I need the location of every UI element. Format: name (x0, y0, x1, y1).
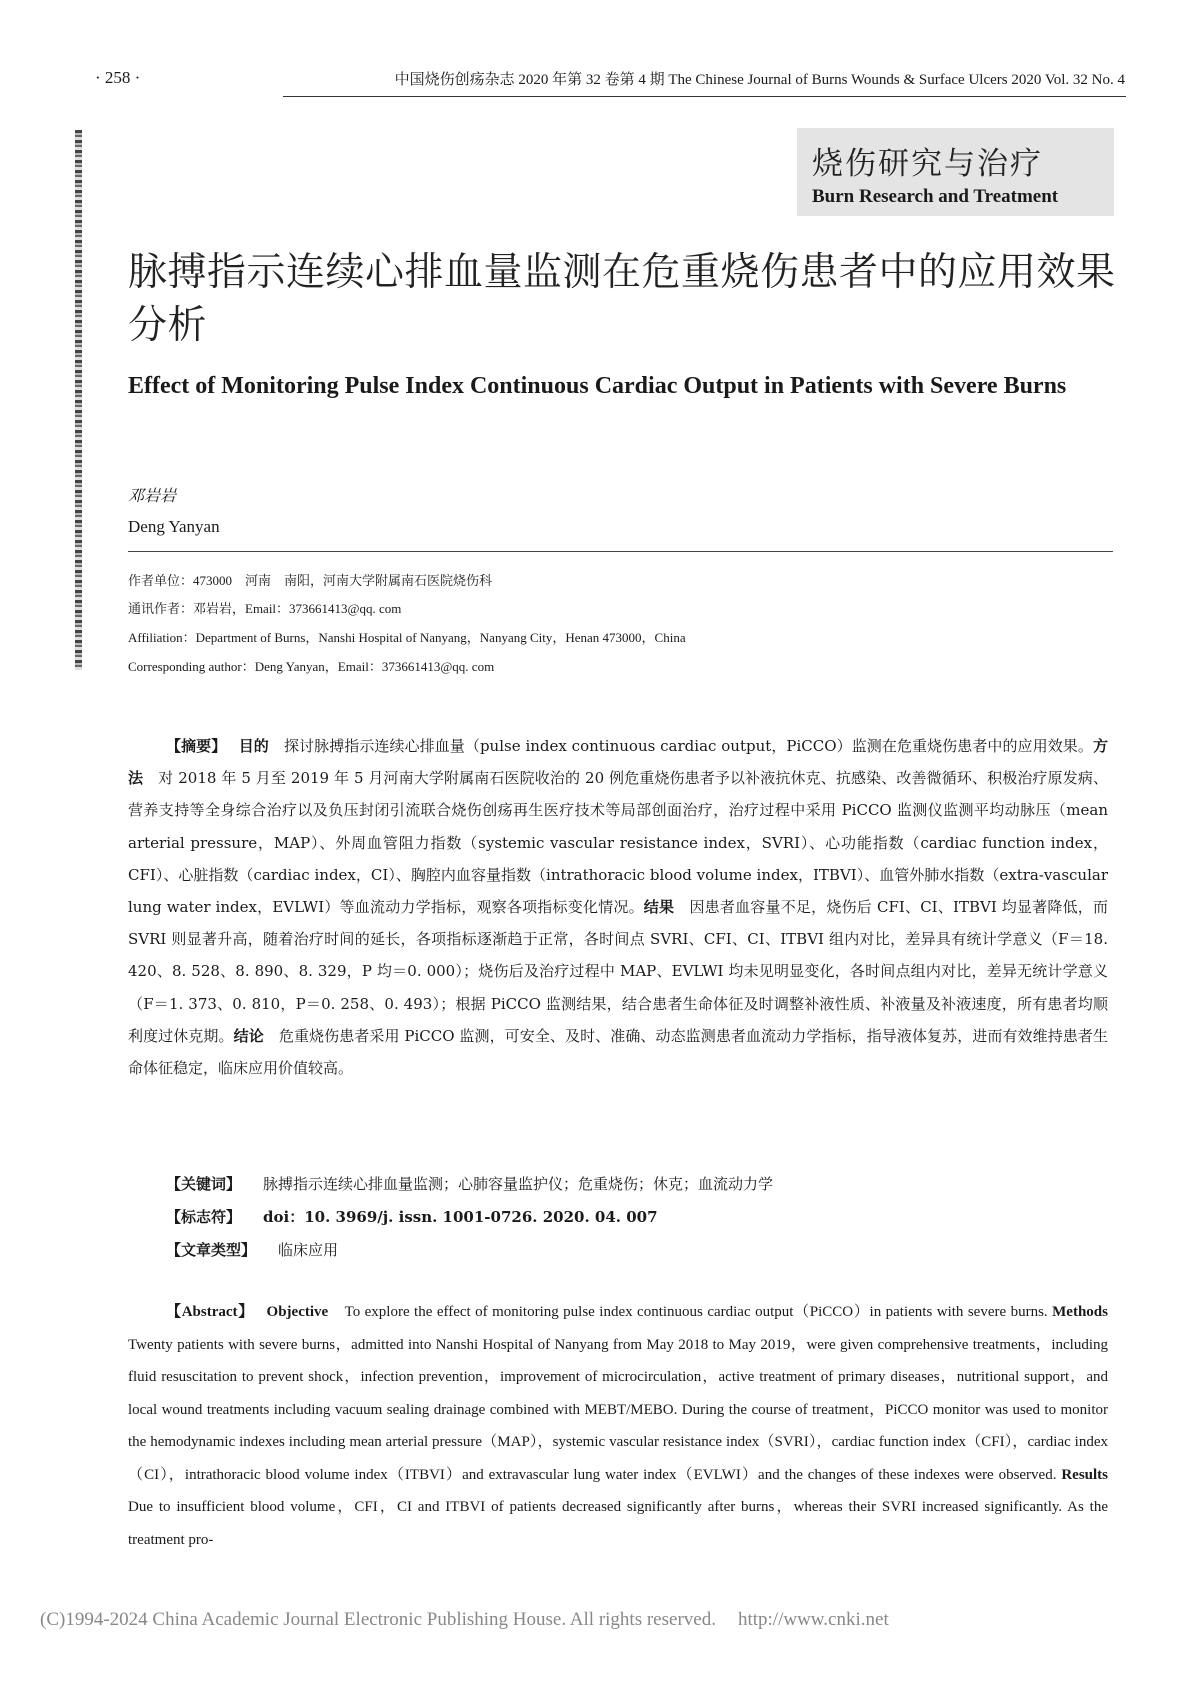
abstract-cn-label: 【摘要】 (166, 737, 219, 755)
objective-en-label: Objective (266, 1304, 329, 1320)
identifier-row (166, 1206, 658, 1227)
header-rule (283, 96, 1126, 97)
copyright-text: (C)1994-2024 China Academic Journal Electronic Publishing House. All rights reserved. (40, 1609, 716, 1630)
column-title-cn: 烧伤研究与治疗 (812, 146, 1043, 182)
article-type-row (166, 1239, 338, 1260)
footer-url[interactable]: http://www.cnki.net (737, 1609, 889, 1630)
corresponding-cn: 通讯作者：邓岩岩，Email：373661413@qq. com (128, 601, 402, 616)
affiliation-cn: 作者单位：473000 河南 南阳，河南大学附属南石医院烧伤科 (128, 573, 493, 588)
objective-cn-label: 目的 (238, 737, 269, 755)
results-en-label: Results (1061, 1466, 1108, 1483)
column-title-en: Burn Research and Treatment (812, 186, 1059, 207)
conclusion-cn-label: 结论 (233, 1026, 264, 1045)
results-cn: 因患者血容量不足，烧伤后 CFI、CI、ITBVI 均显著降低，而 SVRI 则显著升高，随着治疗时间的延长，各项指标逐渐趋于正常，各时间点 SVRI、CFI、CI、ITBVI 组内对比，差异具有统计学意义（F＝18. 420、8. 528、8. 890、8. 329，P 均＝0. 000）；烧伤后及治疗过程中 MAP、EVLWI 均未见明显变化，各时间点组内对比，差异无统计学意义（F＝1. 373、0. 810，P＝0. 258、0. 493）；根据 PiCCO 监测结果，结合患者生命体征及时调整补液性质、补液量及补液速度，所有患者均顺利度过休克期。 (128, 898, 1108, 1045)
author-cn: 邓岩岩 (128, 486, 177, 505)
results-cn-label: 结果 (643, 898, 675, 917)
abstract-cn (128, 730, 1108, 1084)
author-rule (128, 551, 1113, 552)
identifier-label: 【标志符】 (166, 1208, 242, 1226)
conclusion-cn: 危重烧伤患者采用 PiCCO 监测，可安全、及时、准确、动态监测患者血流动力学指标，指导液体复苏，进而有效维持患者生命体征稳定，临床应用价值较高。 (128, 1026, 1108, 1078)
article-type-value: 临床应用 (278, 1241, 339, 1259)
methods-en: Twenty patients with severe burns，admitted into Nanshi Hospital of Nanyang from May 2018 to May 2019，were given comprehensive treatments，including fluid resuscitation to prevent shock，infection prevention，improvement of microcirculation，active treatment of primary diseases，nutritional support，and local wound treatments including vacuum sealing drainage combined with MEBT/MEBO. During the course of treatment，PiCCO monitor was used to monitor the hemodynamic indexes including mean arterial pressure（MAP），systemic vascular resistance index（SVRI），cardiac function index（CFI），cardiac index（CI），intrathoracic blood volume index（ITBVI）and extravascular lung water index（EVLWI）and the changes of these indexes were observed. (128, 1336, 1108, 1483)
article-type-label: 【文章类型】 (166, 1241, 257, 1259)
copyright-footer (40, 1609, 889, 1631)
keywords-label: 【关键词】 (166, 1175, 242, 1193)
keywords-value: 脉搏指示连续心排血量监测；心肺容量监护仪；危重烧伤；休克；血流动力学 (263, 1175, 774, 1193)
author-en: Deng Yanyan (128, 517, 220, 536)
methods-cn-label: 方法 (128, 737, 1108, 788)
corresponding-en: Corresponding author：Deng Yanyan，Email：373661413@qq. com (128, 659, 495, 674)
abstract-en-label: 【Abstract】 (166, 1304, 247, 1320)
affiliation-en: Affiliation：Department of Burns，Nanshi Hospital of Nanyang，Nanyang City，Henan 473000，China (128, 630, 686, 645)
scan-margin-strip (75, 130, 82, 670)
article-title-cn: 脉搏指示连续心排血量监测在危重烧伤患者中的应用效果分析 (128, 250, 1116, 348)
identifier-value: doi：10. 3969/j. issn. 1001-0726. 2020. 04. 007 (263, 1208, 658, 1226)
abstract-en (128, 1296, 1108, 1556)
article-title-en: Effect of Monitoring Pulse Index Continuous Cardiac Output in Patients with Severe Burns (128, 373, 1067, 399)
methods-cn: 对 2018 年 5 月至 2019 年 5 月河南大学附属南石医院收治的 20 例危重烧伤患者予以补液抗休克、抗感染、改善微循环、积极治疗原发病、营养支持等全身综合治疗以及负压封闭引流联合烧伤创疡再生医疗技术等局部创面治疗，治疗过程中采用 PiCCO 监测仪监测平均动脉压（mean arterial pressure，MAP）、外周血管阻力指数（systemic vascular resistance index，SVRI）、心功能指数（cardiac function index，CFI）、心脏指数（cardiac index，CI）、胸腔内血容量指数（intrathoracic blood volume index，ITBVI）、血管外肺水指数（extra-vascular lung water index，EVLWI）等血流动力学指标，观察各项指标变化情况。 (128, 769, 1108, 917)
journal-line: 中国烧伤创疡杂志 2020 年第 32 卷第 4 期 The Chinese Journal of Burns Wounds & Surface Ulcers 2020 Vol. 32 No. 4 (394, 72, 1125, 88)
results-en: Due to insufficient blood volume，CFI，CI and ITBVI of patients decreased significantly after burns，whereas their SVRI increased significantly. As the treatment pro- (128, 1499, 1108, 1548)
methods-en-label: Methods (1052, 1304, 1108, 1320)
keywords-row (166, 1173, 773, 1194)
objective-cn: 探讨脉搏指示连续心排血量（pulse index continuous cardiac output，PiCCO）监测在危重烧伤患者中的应用效果。 (283, 737, 1093, 755)
page-number: · 258 · (95, 68, 141, 87)
objective-en: To explore the effect of monitoring pulse index continuous cardiac output（PiCCO）in patients with severe burns. (344, 1304, 1048, 1320)
